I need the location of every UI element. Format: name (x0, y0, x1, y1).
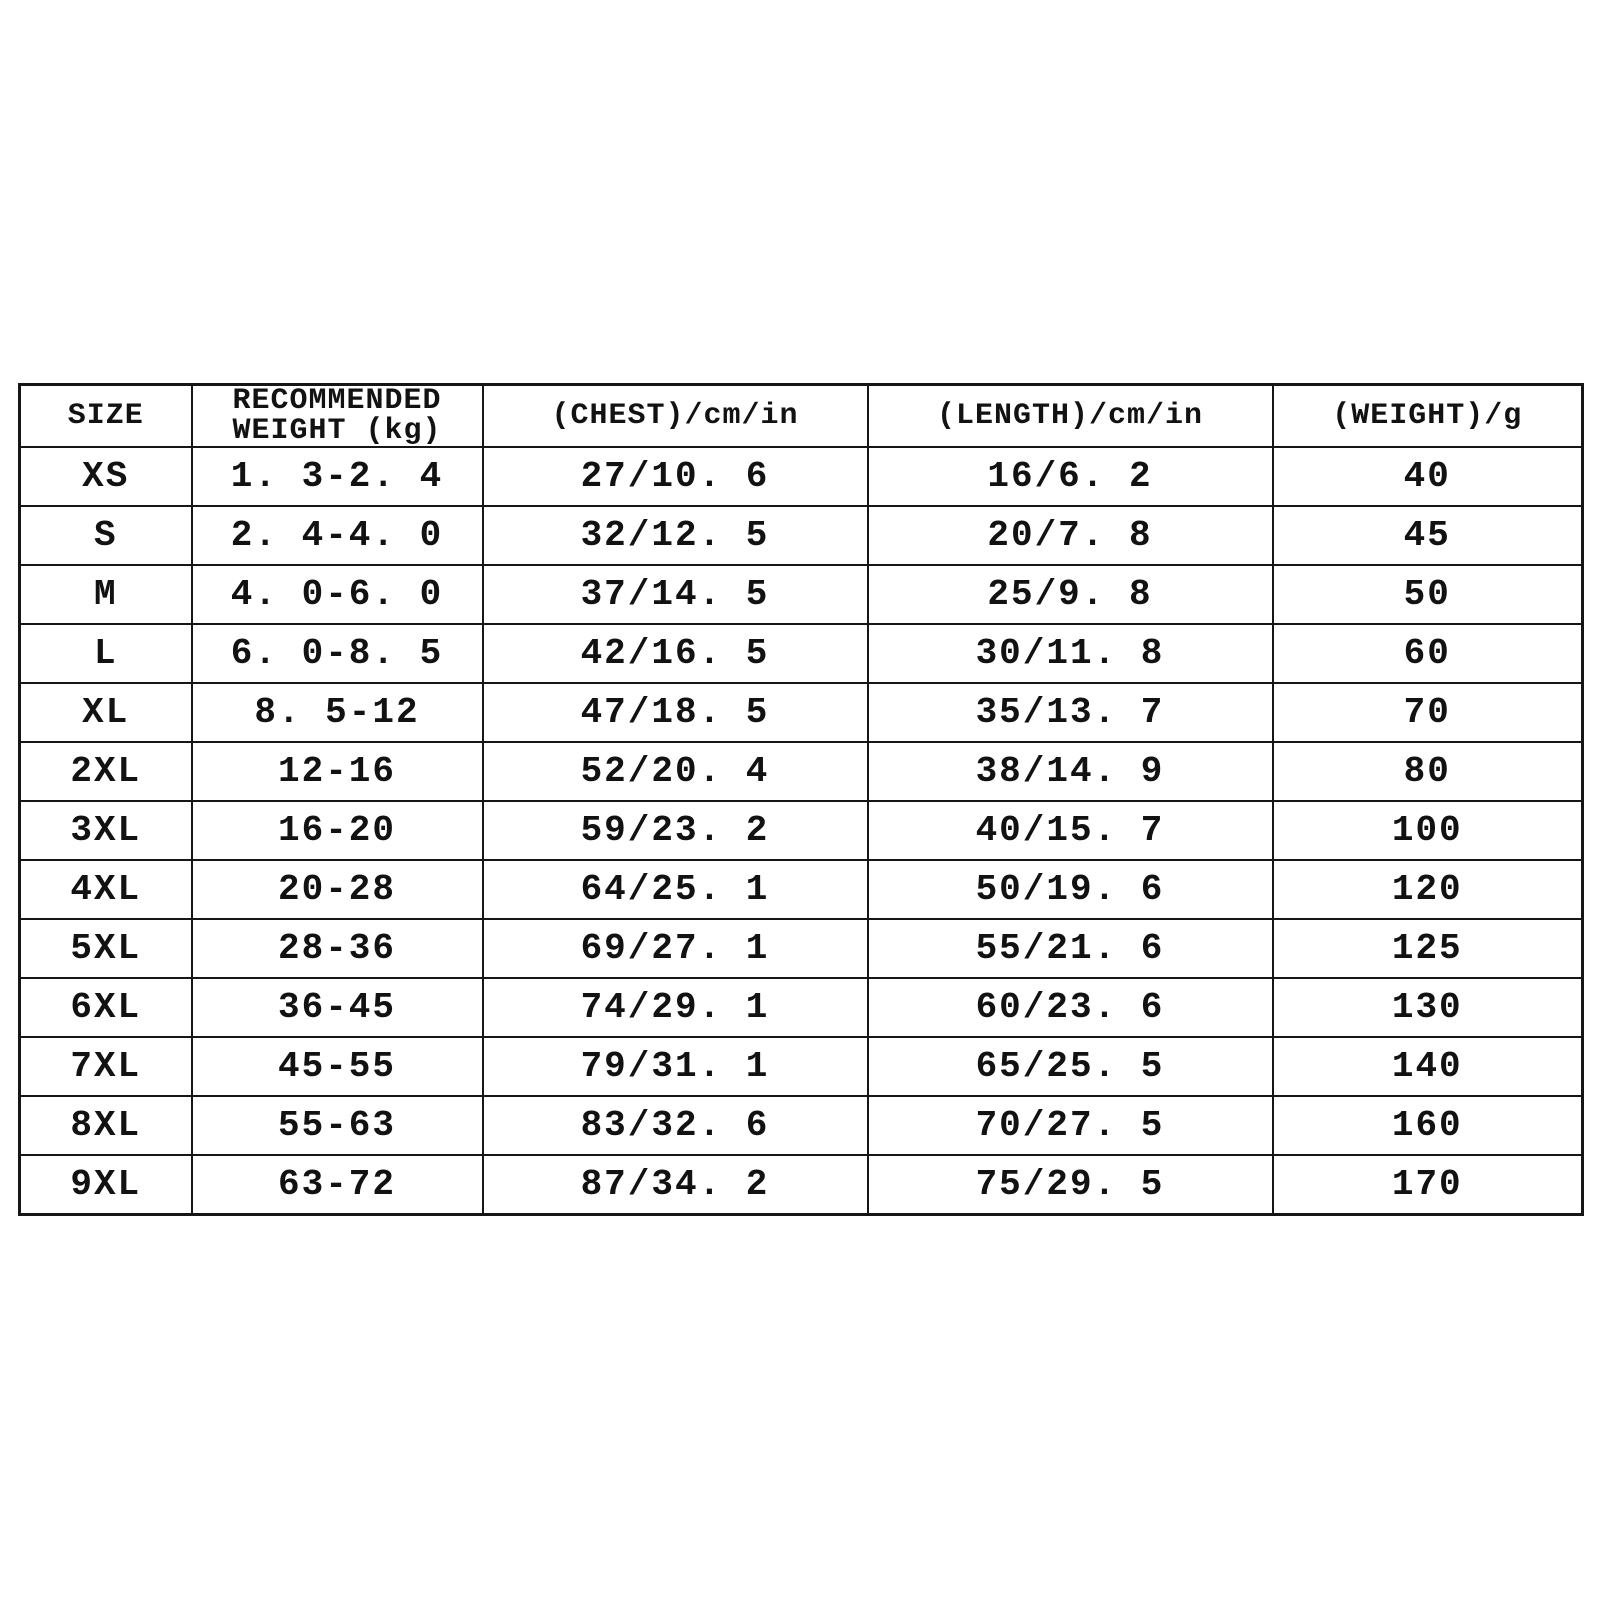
cell-chest: 64/25. 1 (483, 860, 868, 919)
table-row-m (20, 565, 1583, 624)
cell-weight: 100 (1273, 801, 1583, 860)
cell-length: 60/23. 6 (868, 978, 1273, 1037)
cell-length: 40/15. 7 (868, 801, 1273, 860)
table-row-xl (20, 683, 1583, 742)
cell-recommended-weight: 55-63 (192, 1096, 483, 1155)
cell-chest: 27/10. 6 (483, 447, 868, 506)
table-body (20, 447, 1583, 1214)
cell-recommended-weight: 1. 3-2. 4 (192, 447, 483, 506)
cell-chest: 37/14. 5 (483, 565, 868, 624)
cell-length: 16/6. 2 (868, 447, 1273, 506)
cell-size: XS (20, 447, 192, 506)
cell-chest: 74/29. 1 (483, 978, 868, 1037)
cell-recommended-weight: 12-16 (192, 742, 483, 801)
cell-recommended-weight: 16-20 (192, 801, 483, 860)
cell-length: 20/7. 8 (868, 506, 1273, 565)
cell-size: 7XL (20, 1037, 192, 1096)
cell-weight: 80 (1273, 742, 1583, 801)
cell-length: 30/11. 8 (868, 624, 1273, 683)
cell-size: 4XL (20, 860, 192, 919)
col-header-weight: (WEIGHT)/g (1273, 385, 1583, 448)
cell-recommended-weight: 6. 0-8. 5 (192, 624, 483, 683)
cell-weight: 60 (1273, 624, 1583, 683)
cell-chest: 32/12. 5 (483, 506, 868, 565)
table-row-9xl (20, 1155, 1583, 1214)
col-header-size: SIZE (20, 385, 192, 448)
cell-size: 9XL (20, 1155, 192, 1214)
cell-recommended-weight: 8. 5-12 (192, 683, 483, 742)
table-row-l (20, 624, 1583, 683)
cell-chest: 52/20. 4 (483, 742, 868, 801)
table-row-4xl (20, 860, 1583, 919)
cell-chest: 47/18. 5 (483, 683, 868, 742)
cell-length: 38/14. 9 (868, 742, 1273, 801)
cell-recommended-weight: 4. 0-6. 0 (192, 565, 483, 624)
cell-chest: 69/27. 1 (483, 919, 868, 978)
col-header-length: (LENGTH)/cm/in (868, 385, 1273, 448)
cell-chest: 79/31. 1 (483, 1037, 868, 1096)
cell-weight: 40 (1273, 447, 1583, 506)
cell-weight: 125 (1273, 919, 1583, 978)
cell-recommended-weight: 2. 4-4. 0 (192, 506, 483, 565)
cell-chest: 87/34. 2 (483, 1155, 868, 1214)
cell-weight: 70 (1273, 683, 1583, 742)
cell-weight: 140 (1273, 1037, 1583, 1096)
cell-length: 65/25. 5 (868, 1037, 1273, 1096)
cell-size: 8XL (20, 1096, 192, 1155)
cell-size: S (20, 506, 192, 565)
table-row-3xl (20, 801, 1583, 860)
table-row-7xl (20, 1037, 1583, 1096)
cell-size: 3XL (20, 801, 192, 860)
cell-length: 50/19. 6 (868, 860, 1273, 919)
cell-size: 2XL (20, 742, 192, 801)
cell-recommended-weight: 63-72 (192, 1155, 483, 1214)
cell-weight: 120 (1273, 860, 1583, 919)
cell-size: L (20, 624, 192, 683)
cell-recommended-weight: 20-28 (192, 860, 483, 919)
cell-size: 5XL (20, 919, 192, 978)
cell-recommended-weight: 28-36 (192, 919, 483, 978)
cell-size: M (20, 565, 192, 624)
col-header-chest: (CHEST)/cm/in (483, 385, 868, 448)
cell-length: 70/27. 5 (868, 1096, 1273, 1155)
cell-chest: 59/23. 2 (483, 801, 868, 860)
cell-weight: 45 (1273, 506, 1583, 565)
cell-weight: 130 (1273, 978, 1583, 1037)
table-row-6xl (20, 978, 1583, 1037)
table-row-8xl (20, 1096, 1583, 1155)
cell-chest: 83/32. 6 (483, 1096, 868, 1155)
table-row-5xl (20, 919, 1583, 978)
cell-recommended-weight: 36-45 (192, 978, 483, 1037)
cell-size: 6XL (20, 978, 192, 1037)
header-row (20, 385, 1583, 448)
table-row-s (20, 506, 1583, 565)
cell-weight: 170 (1273, 1155, 1583, 1214)
cell-recommended-weight: 45-55 (192, 1037, 483, 1096)
table-row-xs (20, 447, 1583, 506)
cell-weight: 50 (1273, 565, 1583, 624)
cell-length: 75/29. 5 (868, 1155, 1273, 1214)
cell-weight: 160 (1273, 1096, 1583, 1155)
table-row-2xl (20, 742, 1583, 801)
cell-length: 25/9. 8 (868, 565, 1273, 624)
cell-chest: 42/16. 5 (483, 624, 868, 683)
col-header-recommended-weight: RECOMMENDED WEIGHT (kg) (192, 385, 483, 448)
cell-length: 35/13. 7 (868, 683, 1273, 742)
cell-size: XL (20, 683, 192, 742)
table-header (20, 385, 1583, 448)
size-chart-table (18, 383, 1584, 1216)
cell-length: 55/21. 6 (868, 919, 1273, 978)
